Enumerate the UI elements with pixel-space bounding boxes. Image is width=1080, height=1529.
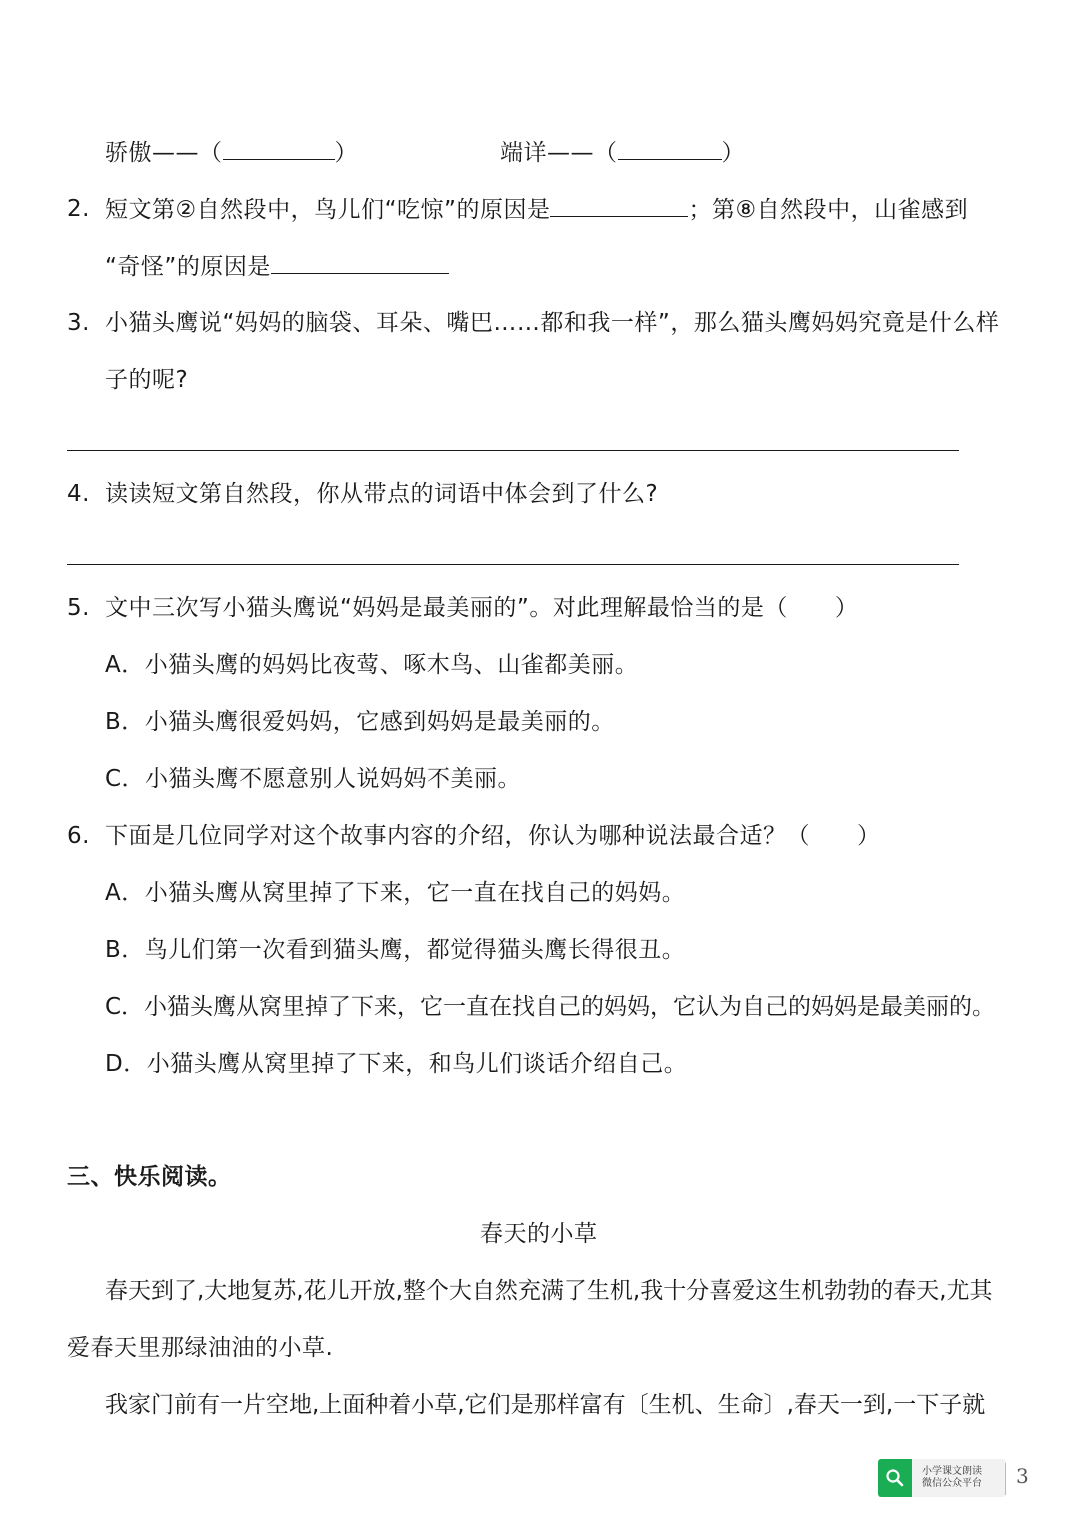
passage-para-1: 春天到了,大地复苏,花儿开放,整个大自然充满了生机,我十分喜爱这生机勃勃的春天,尤其: [105, 1278, 993, 1304]
question-5-number: 5.: [67, 595, 90, 621]
question-4-number: 4.: [67, 481, 90, 507]
question-5-option-a[interactable]: A．小猫头鹰的妈妈比夜莺、啄木鸟、山雀都美丽。: [105, 652, 639, 678]
question-5-option-c[interactable]: C．小猫头鹰不愿意别人说妈妈不美丽。: [105, 766, 522, 792]
question-3-line2: 子的呢?: [105, 367, 189, 393]
question-2: [67, 194, 90, 224]
answer-line[interactable]: [67, 564, 959, 565]
badge-text: 小学课文朗读 微信公众平台: [922, 1466, 982, 1489]
search-icon: [878, 1459, 912, 1497]
question-5-text: 文中三次写小猫头鹰说“妈妈是最美丽的”。对此理解最恰当的是（ ）: [105, 595, 859, 621]
answer-blank[interactable]: [223, 137, 335, 160]
question-6-number: 6.: [67, 823, 90, 849]
question-4-text: 读读短文第自然段，你从带点的词语中体会到了什么?: [105, 481, 659, 507]
answer-blank[interactable]: [271, 251, 449, 274]
question-3-number: 3.: [67, 310, 90, 336]
wechat-badge[interactable]: [878, 1459, 1006, 1497]
question-6-option-c[interactable]: C．小猫头鹰从窝里掉了下来，它一直在找自己的妈妈，它认为自己的妈妈是最美丽的。: [105, 994, 996, 1020]
passage-para-1-cont: 爱春天里那绿油油的小草.: [67, 1335, 334, 1361]
answer-blank[interactable]: [550, 194, 688, 217]
passage-para-2: 我家门前有一片空地,上面种着小草,它们是那样富有〔生机、生命〕,春天一到,一下子就: [105, 1392, 986, 1418]
question-6-option-d[interactable]: D．小猫头鹰从窝里掉了下来，和鸟儿们谈话介绍自己。: [105, 1051, 688, 1077]
vocab-word-2: 端详——（: [500, 140, 618, 166]
question-6-option-a[interactable]: A．小猫头鹰从窝里掉了下来，它一直在找自己的妈妈。: [105, 880, 686, 906]
question-6-text: 下面是几位同学对这个故事内容的介绍，你认为哪种说法最合适？（ ）: [105, 823, 881, 849]
question-6-option-b[interactable]: B．鸟儿们第一次看到猫头鹰，都觉得猫头鹰长得很丑。: [105, 937, 686, 963]
answer-blank[interactable]: [618, 137, 722, 160]
page-number: 3: [1016, 1464, 1029, 1488]
vocab-word-1: 骄傲——（: [105, 140, 223, 166]
question-2-line2: “奇怪”的原因是: [105, 251, 449, 282]
question-3-text: 小猫头鹰说“妈妈的脑袋、耳朵、嘴巴……都和我一样”，那么猫头鹰妈妈究竟是什么样: [105, 310, 1000, 336]
footer-divider: [1005, 1463, 1006, 1495]
question-number: 2.: [67, 196, 90, 222]
question-2-text: 短文第②自然段中，鸟儿们“吃惊”的原因是 ；第⑧自然段中，山雀感到: [105, 194, 968, 225]
question-5-option-b[interactable]: B．小猫头鹰很爱妈妈，它感到妈妈是最美丽的。: [105, 709, 615, 735]
answer-line[interactable]: [67, 450, 959, 451]
vocab-item-1: 骄傲——（ ）: [105, 137, 358, 168]
vocab-item-2: 端详——（ ）: [500, 137, 745, 168]
section-heading: 三、快乐阅读。: [67, 1164, 232, 1190]
passage-title: 春天的小草: [480, 1221, 598, 1247]
